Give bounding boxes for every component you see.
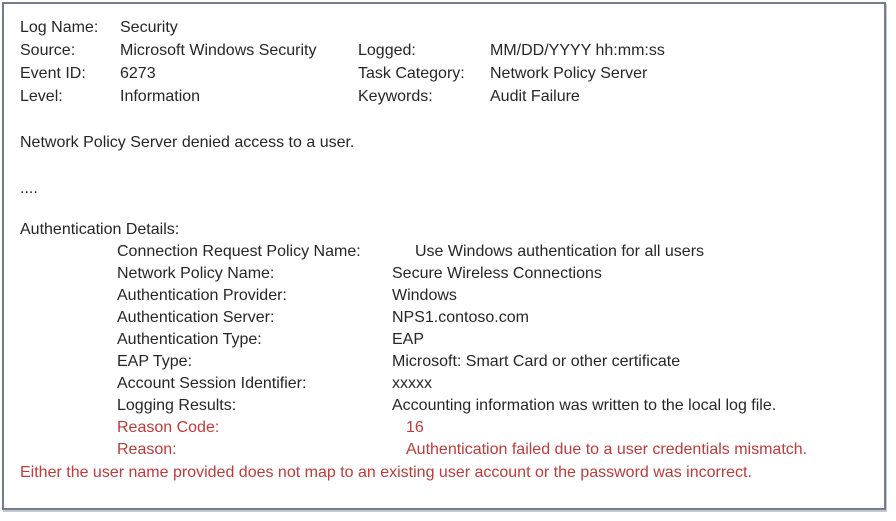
field-label-event-id: Event ID: (20, 65, 86, 82)
header-row (20, 85, 868, 108)
header-row (20, 62, 868, 85)
field-label-log-name: Log Name: (20, 19, 99, 36)
field-value-source: Microsoft Windows Security (120, 42, 317, 59)
detail-value: Use Windows authentication for all users (415, 243, 705, 260)
detail-row-network-policy-name (20, 263, 868, 285)
detail-row-authentication-provider (20, 285, 868, 307)
detail-label: Reason Code: (117, 419, 220, 436)
detail-value: NPS1.contoso.com (392, 309, 529, 326)
field-value-keywords: Audit Failure (490, 88, 580, 105)
field-label-task-category: Task Category: (358, 65, 465, 82)
detail-row-account-session-identifier (20, 373, 868, 395)
detail-value: EAP (392, 331, 425, 348)
ellipsis-text: .... (20, 180, 38, 197)
event-header (20, 16, 868, 108)
detail-value: Microsoft: Smart Card or other certificate (392, 353, 681, 370)
detail-label: Authentication Server: (117, 309, 275, 326)
detail-value: Windows (392, 287, 457, 304)
section-title-authentication-details: Authentication Details: (20, 221, 180, 238)
detail-row-reason-code (20, 417, 868, 439)
field-value-blank (490, 16, 868, 39)
detail-label: EAP Type: (117, 353, 193, 370)
field-value-event-id: 6273 (120, 65, 156, 82)
detail-row-authentication-type (20, 329, 868, 351)
detail-row-connection-request-policy (20, 241, 868, 263)
detail-label: Reason: (117, 441, 177, 458)
field-value-level: Information (120, 88, 201, 105)
detail-value: 16 (406, 419, 424, 436)
detail-label: Network Policy Name: (117, 265, 275, 282)
field-label-keywords: Keywords: (358, 88, 433, 105)
authentication-details-list (20, 241, 868, 461)
detail-label: Authentication Provider: (117, 287, 287, 304)
field-label-level: Level: (20, 88, 63, 105)
detail-row-logging-results (20, 395, 868, 417)
field-value-log-name: Security (120, 19, 178, 36)
detail-value: xxxxx (392, 375, 432, 392)
field-value-logged: MM/DD/YYYY hh:mm:ss (490, 42, 665, 59)
detail-label: Connection Request Policy Name: (117, 243, 361, 260)
event-log-panel (2, 2, 886, 510)
detail-row-reason (20, 439, 868, 461)
reason-explanation-text: Either the user name provided does not map to an existing user account or the password was incorrect. (20, 464, 752, 481)
header-row (20, 16, 868, 39)
detail-label: Account Session Identifier: (117, 375, 307, 392)
detail-label: Authentication Type: (117, 331, 262, 348)
detail-row-eap-type (20, 351, 868, 373)
detail-value: Secure Wireless Connections (392, 265, 602, 282)
detail-value: Accounting information was written to the local log file. (392, 397, 777, 414)
detail-row-authentication-server (20, 307, 868, 329)
field-label-blank (358, 16, 490, 39)
detail-label: Logging Results: (117, 397, 237, 414)
detail-value: Authentication failed due to a user credentials mismatch. (406, 441, 808, 458)
field-label-logged: Logged: (358, 42, 416, 59)
header-row (20, 39, 868, 62)
field-value-task-category: Network Policy Server (490, 65, 648, 82)
field-label-source: Source: (20, 42, 76, 59)
event-description: Network Policy Server denied access to a user. (20, 134, 355, 151)
